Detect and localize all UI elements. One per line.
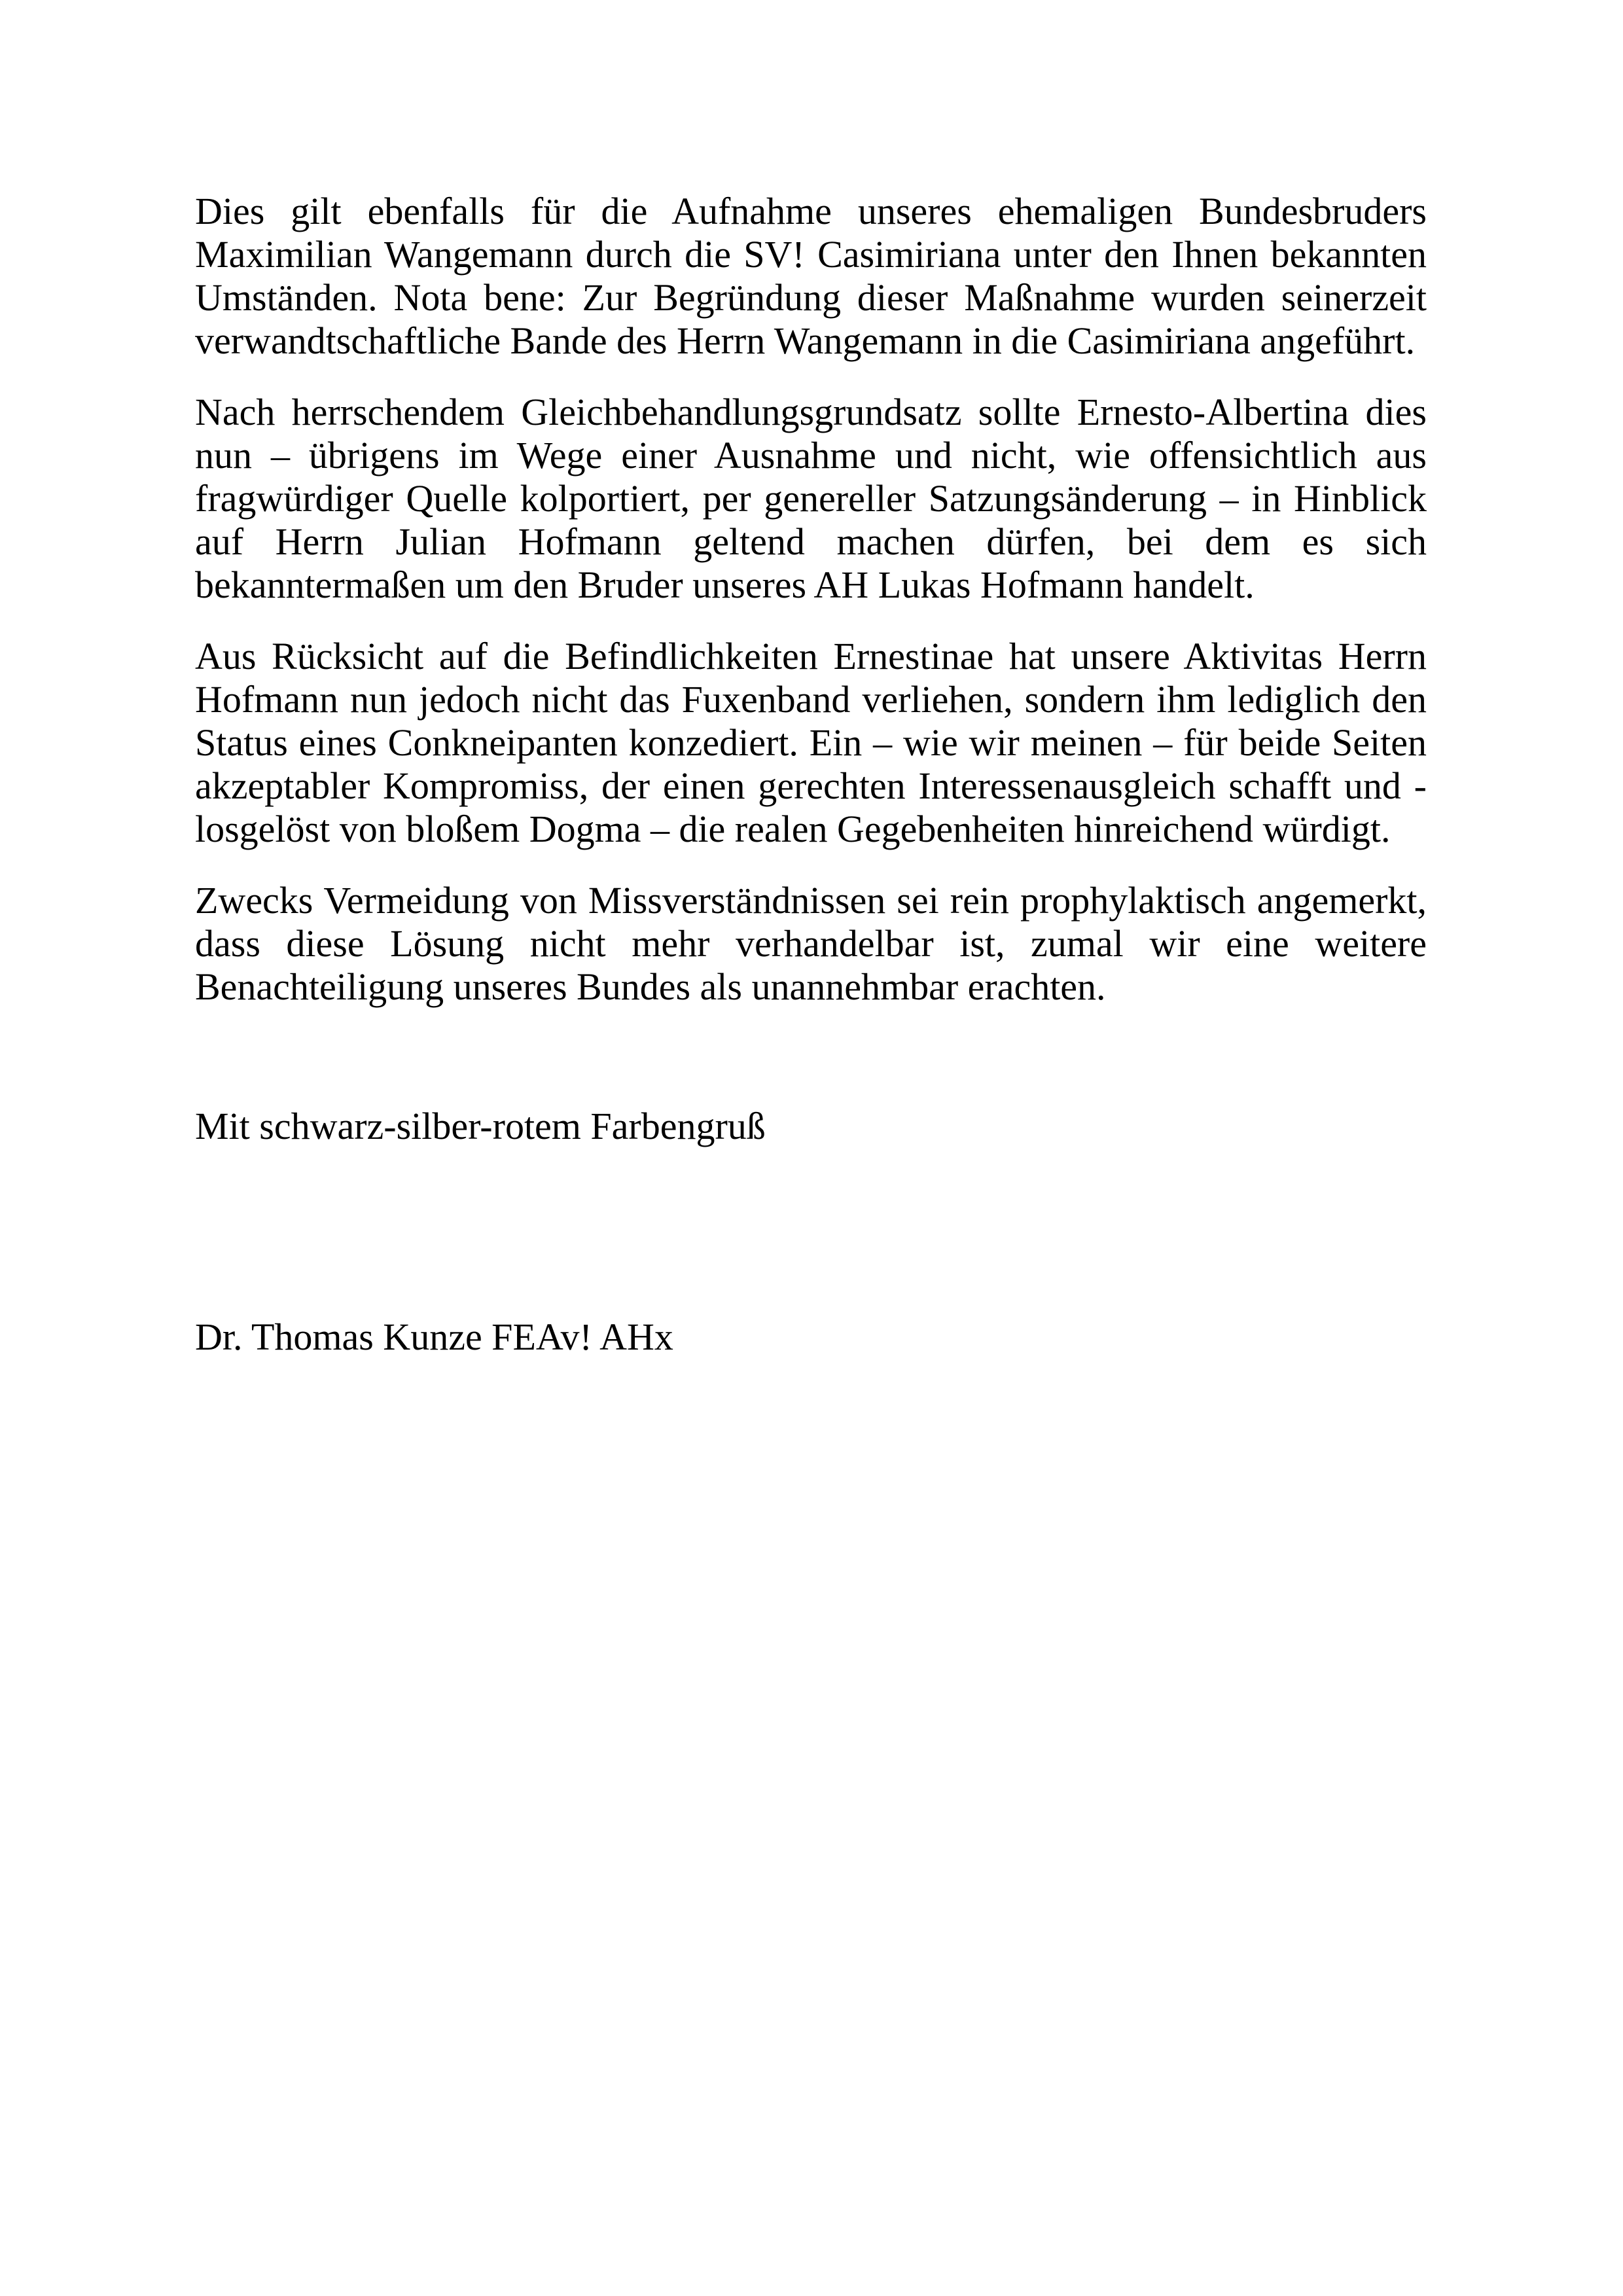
closing-salutation: Mit schwarz-silber-rotem Farbengruß (195, 1105, 766, 1147)
body-paragraph-3: Aus Rücksicht auf die Befindlichkeiten Ernestinae hat unsere Aktivitas Herrn Hofmann nun jedoch nicht das Fuxenband verliehen, sondern ihm lediglich den Status eines Conkneipanten konzediert. Ein – wie wir meinen – für beide Seiten akzeptabler Kompromiss, der einen gerechten Interessenausgleich schafft und - losgelöst von bloßem Dogma – die realen Gegebenheiten hinreichend würdigt. (195, 635, 1427, 850)
signature-line: Dr. Thomas Kunze FEAv! AHx (195, 1316, 673, 1358)
body-paragraph-4: Zwecks Vermeidung von Missverständnissen sei rein prophylaktisch angemerkt, dass diese Lösung nicht mehr verhandelbar ist, zumal wir eine weitere Benachteiligung unseres Bundes als unannehmbar erachten. (195, 879, 1427, 1008)
letter-body (195, 190, 1427, 1009)
body-paragraph-2: Nach herrschendem Gleichbehandlungsgrundsatz sollte Ernesto-Albertina dies nun – übrigens im Wege einer Ausnahme und nicht, wie offensichtlich aus fragwürdiger Quelle kolportiert, per genereller Satzungsänderung – in Hinblick auf Herrn Julian Hofmann geltend machen dürfen, bei dem es sich bekanntermaßen um den Bruder unseres AH Lukas Hofmann handelt. (195, 391, 1427, 606)
body-paragraph-1: Dies gilt ebenfalls für die Aufnahme unseres ehemaligen Bundesbruders Maximilian Wangemann durch die SV! Casimiriana unter den Ihnen bekannten Umständen. Nota bene: Zur Begründung dieser Maßnahme wurden seinerzeit verwandtschaftliche Bande des Herrn Wangemann in die Casimiriana angeführt. (195, 190, 1427, 362)
